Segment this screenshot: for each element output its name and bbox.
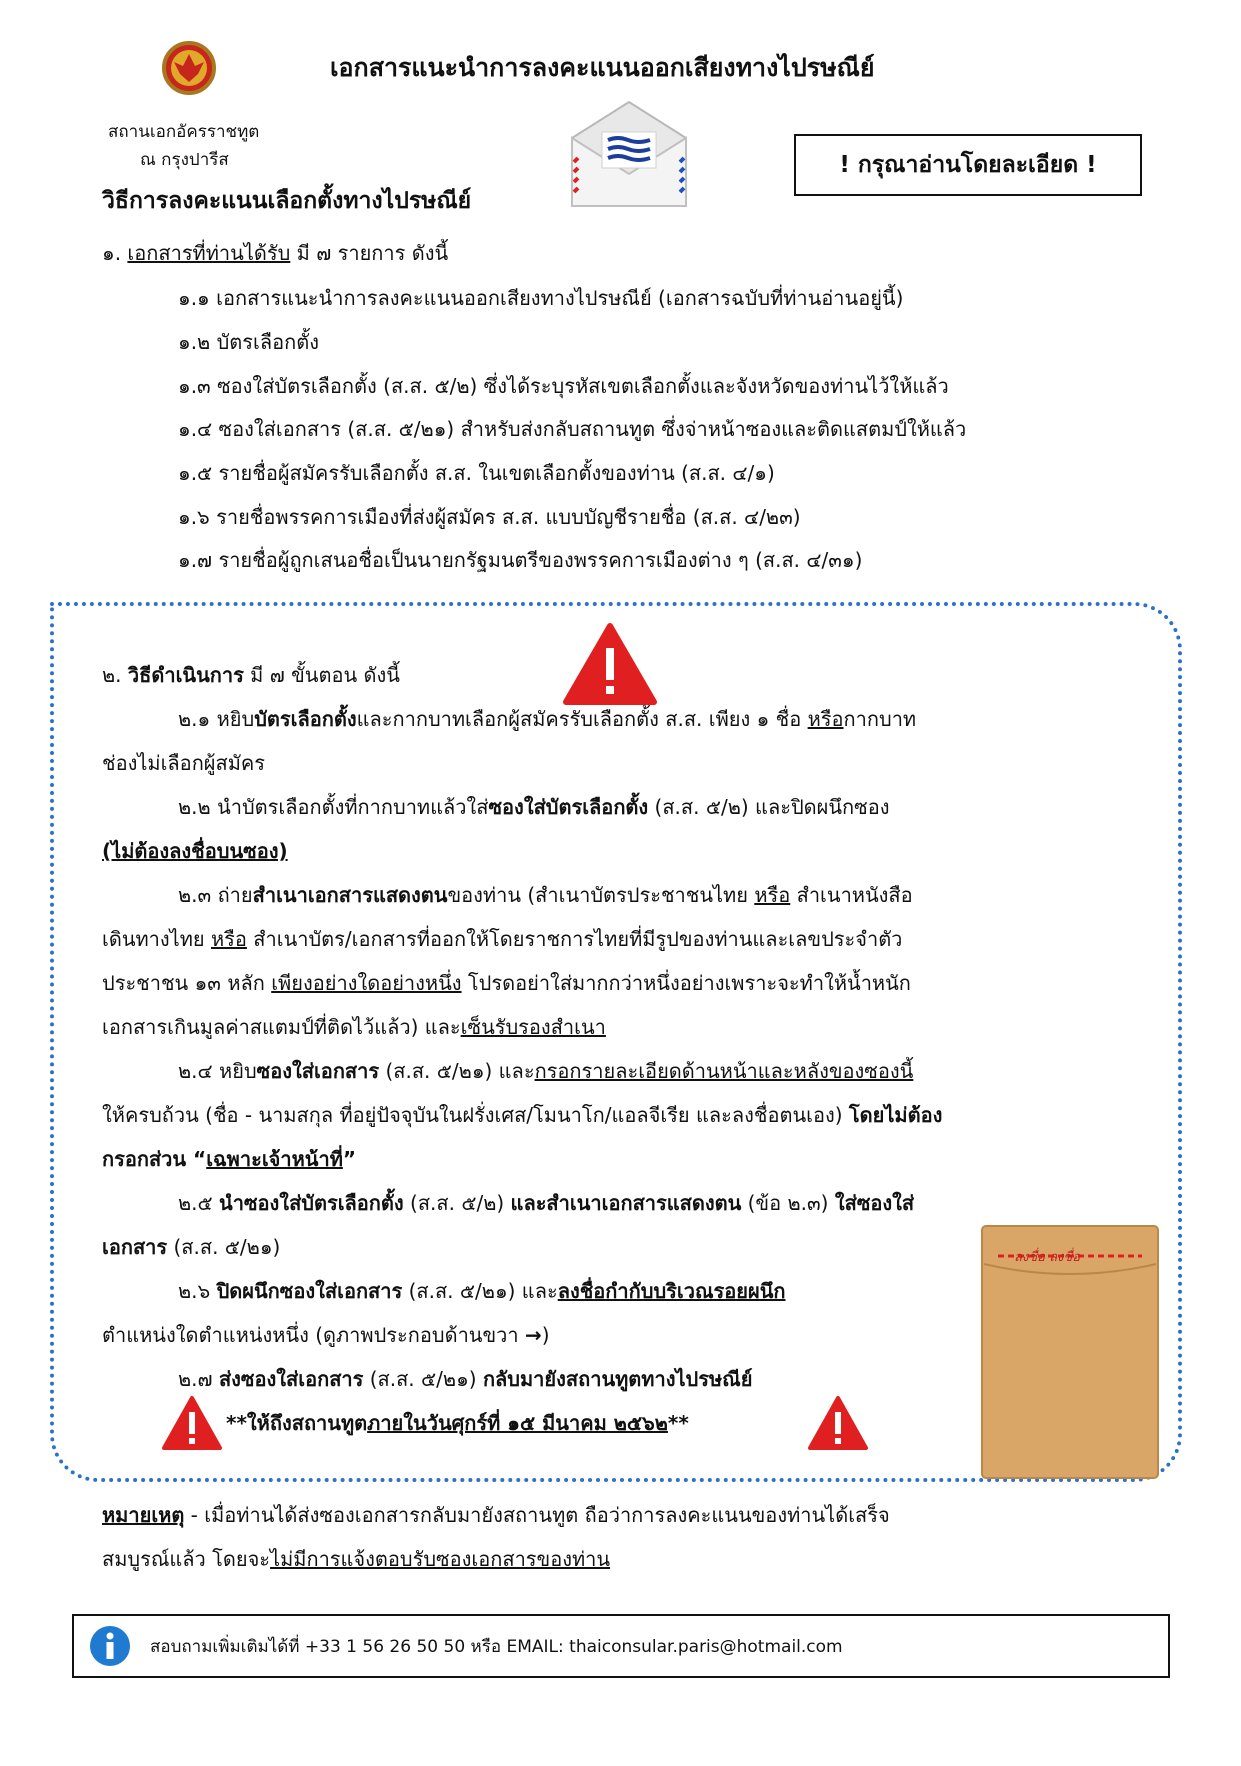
list-item: ๑.๗ รายชื่อผู้ถูกเสนอชื่อเป็นนายกรัฐมนตรีของพรรคการเมืองต่าง ๆ (ส.ส. ๔/๓๑) — [178, 548, 863, 572]
arrow-right-icon: → — [524, 1323, 542, 1347]
list-item: ๑.๖ รายชื่อพรรคการเมืองที่ส่งผู้สมัคร ส.ส. แบบบัญชีรายชื่อ (ส.ส. ๔/๒๓) — [178, 505, 801, 529]
note-line2: สมบูรณ์แล้ว โดยจะไม่มีการแจ้งตอบรับซองเอกสารของท่าน — [102, 1547, 611, 1571]
warning-triangle-icon — [806, 1394, 870, 1452]
list-item: ๑.๔ ซองใส่เอกสาร (ส.ส. ๕/๒๑) สำหรับส่งกลับสถานทูต ซึ่งจ่าหน้าซองและติดแสตมป์ให้แล้ว — [178, 417, 967, 441]
step-2-6-cont: ตำแหน่งใดตำแหน่งหนึ่ง (ดูภาพประกอบด้านขวา →) — [102, 1323, 550, 1347]
deadline-notice: **ให้ถึงสถานทูตภายในวันศุกร์ที่ ๑๕ มีนาคม ๒๕๖๒** — [226, 1411, 689, 1435]
step-2-6: ๒.๖ ปิดผนึกซองใส่เอกสาร (ส.ส. ๕/๒๑) และลงชื่อกำกับบริเวณรอยผนึก — [178, 1279, 786, 1303]
embassy-name: สถานเอกอัครราชทูต — [108, 122, 260, 142]
embassy-city: ณ กรุงปารีส — [140, 150, 229, 170]
contact-text: สอบถามเพิ่มเติมได้ที่ +33 1 56 26 50 50 หรือ EMAIL: thaiconsular.paris@hotmail.com — [150, 1637, 843, 1657]
info-icon — [88, 1624, 132, 1668]
list-item: ๑.๒ บัตรเลือกตั้ง — [178, 330, 319, 354]
step-2-4-line3: กรอกส่วน “เฉพาะเจ้าหน้าที่” — [102, 1147, 357, 1171]
list-item: ๑.๕ รายชื่อผู้สมัครรับเลือกตั้ง ส.ส. ในเขตเลือกตั้งของท่าน (ส.ส. ๔/๑) — [178, 461, 775, 485]
document-title: เอกสารแนะนำการลงคะแนนออกเสียงทางไปรษณีย์ — [330, 53, 875, 82]
step-2-2-cont: (ไม่ต้องลงชื่อบนซอง) — [102, 839, 288, 863]
step-2-1: ๒.๑ หยิบบัตรเลือกตั้งและกากบาทเลือกผู้สมัครรับเลือกตั้ง ส.ส. เพียง ๑ ชื่อ หรือกากบาท — [178, 707, 917, 731]
step-2-3-line3: ประชาชน ๑๓ หลัก เพียงอย่างใดอย่างหนึ่ง โปรดอย่าใส่มากกว่าหนึ่งอย่างเพราะจะทำให้น้ำหนัก — [102, 971, 911, 995]
step-2-5: ๒.๕ นำซองใส่บัตรเลือกตั้ง (ส.ส. ๕/๒) และสำเนาเอกสารแสดงตน (ข้อ ๒.๓) ใส่ซองใส่ — [178, 1191, 915, 1215]
warning-triangle-icon — [160, 1394, 224, 1452]
step-2-5-cont: เอกสาร (ส.ส. ๕/๒๑) — [102, 1235, 281, 1259]
envelope-icon — [566, 98, 692, 214]
sealed-envelope-illustration — [980, 1224, 1160, 1480]
step-2-3: ๒.๓ ถ่ายสำเนาเอกสารแสดงตนของท่าน (สำเนาบัตรประชาชนไทย หรือ สำเนาหนังสือ — [178, 883, 913, 907]
step-2-7: ๒.๗ ส่งซองใส่เอกสาร (ส.ส. ๕/๒๑) กลับมายังสถานทูตทางไปรษณีย์ — [178, 1367, 753, 1391]
note-line1: หมายเหตุ - เมื่อท่านได้ส่งซองเอกสารกลับมายังสถานทูต ถือว่าการลงคะแนนของท่านได้เสร็จ — [102, 1503, 890, 1527]
step-2-3-line2: เดินทางไทย หรือ สำเนาบัตร/เอกสารที่ออกให้โดยราชการไทยที่มีรูปของท่านและเลขประจำตัว — [102, 927, 903, 951]
step-2-2: ๒.๒ นำบัตรเลือกตั้งที่กากบาทแล้วใส่ซองใส่บัตรเลือกตั้ง (ส.ส. ๕/๒) และปิดผนึกซอง — [178, 795, 890, 819]
step-2-4-line2: ให้ครบถ้วน (ชื่อ - นามสกุล ที่อยู่ปัจจุบันในฝรั่งเศส/โมนาโก/แอลจีเรีย และลงชื่อตนเอง) โดยไม่ต้อง — [102, 1103, 943, 1127]
warning-triangle-icon — [562, 622, 658, 706]
section1-heading: ๑. เอกสารที่ท่านได้รับ มี ๗ รายการ ดังนี้ — [102, 241, 449, 265]
step-2-4: ๒.๔ หยิบซองใส่เอกสาร (ส.ส. ๕/๒๑) และกรอกรายละเอียดด้านหน้าและหลังของซองนี้ — [178, 1059, 914, 1083]
list-item: ๑.๓ ซองใส่บัตรเลือกตั้ง (ส.ส. ๕/๒) ซึ่งได้ระบุรหัสเขตเลือกตั้งและจังหวัดของท่านไว้ให้แล้ว — [178, 374, 949, 398]
garuda-emblem — [162, 38, 216, 98]
list-item: ๑.๑ เอกสารแนะนำการลงคะแนนออกเสียงทางไปรษณีย์ (เอกสารฉบับที่ท่านอ่านอยู่นี้) — [178, 286, 904, 310]
read-carefully-notice: ! กรุณาอ่านโดยละเอียด ! — [794, 134, 1142, 196]
step-2-1-cont: ช่องไม่เลือกผู้สมัคร — [102, 751, 266, 775]
section2-heading: ๒. วิธีดำเนินการ มี ๗ ขั้นตอน ดังนี้ — [102, 663, 400, 687]
step-2-3-line4: เอกสารเกินมูลค่าสแตมป์ที่ติดไว้แล้ว) และเซ็นรับรองสำเนา — [102, 1015, 606, 1039]
seal-signature: ลงชื่อ ลงชื่อ — [1014, 1250, 1081, 1265]
section-heading: วิธีการลงคะแนนเลือกตั้งทางไปรษณีย์ — [102, 188, 472, 214]
